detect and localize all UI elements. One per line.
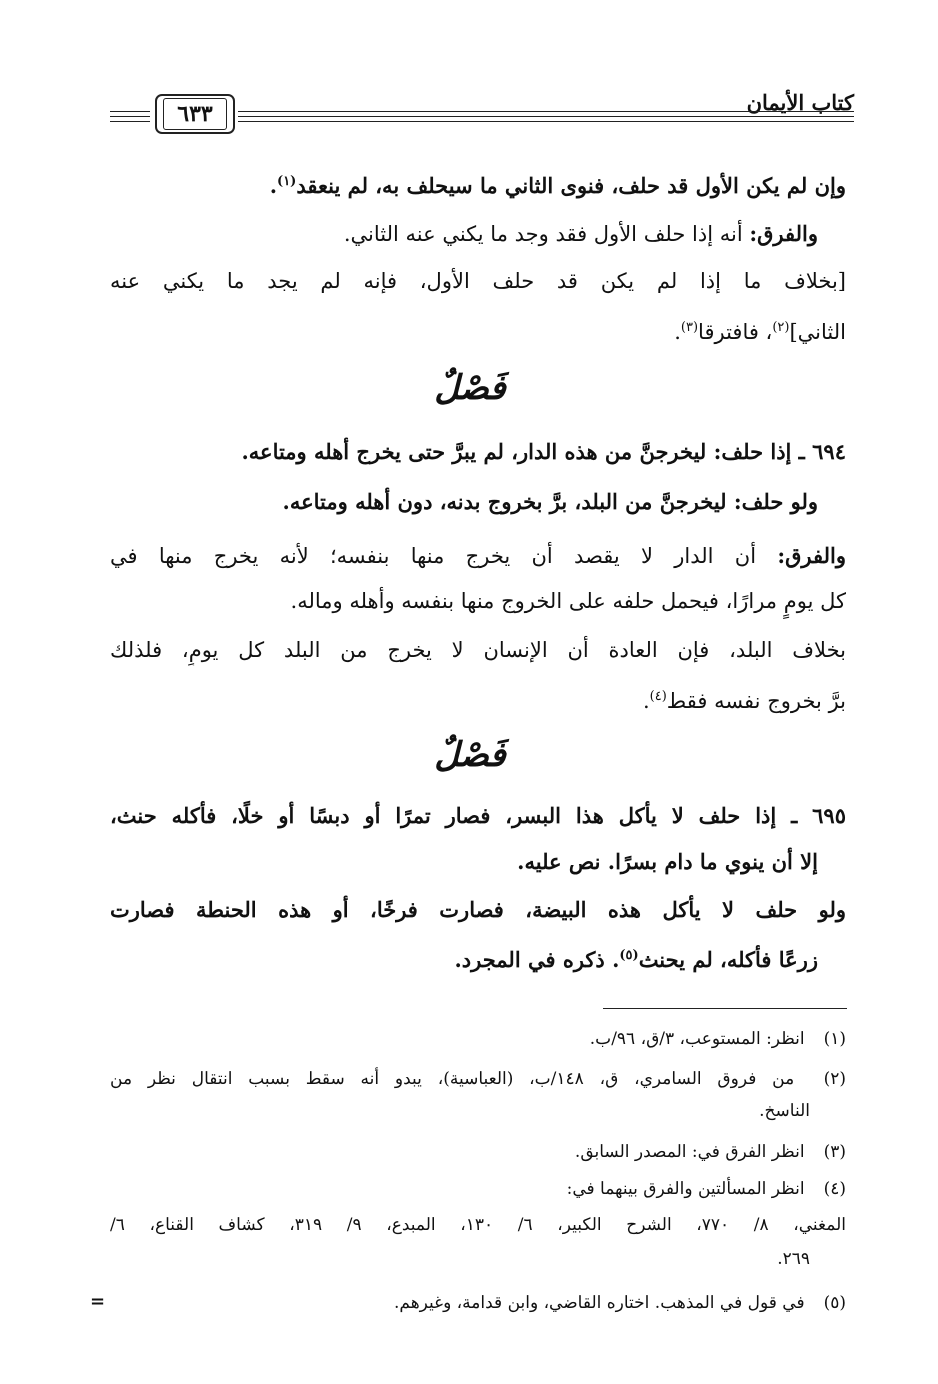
header-rule: [238, 116, 854, 117]
footnote-separator: [603, 1008, 847, 1009]
header-rule: [110, 121, 150, 122]
header-rule: [238, 121, 854, 122]
term-label: والفرق:: [749, 221, 818, 246]
text-line: زرعًا فأكله، لم يحنث$^{(٥)}$. ذكره في المجرد.: [454, 947, 818, 972]
text-line: ولو حلف: ليخرجنَّ من البلد، برَّ بخروج بدنه، دون أهله ومتاعه.: [282, 489, 818, 514]
section-heading: فَصْلٌ: [434, 368, 506, 408]
page-number: ٦٣٣: [177, 101, 213, 127]
footnote: (٣) انظر الفرق في: المصدر السابق.: [574, 1142, 846, 1162]
text-line: برَّ بخروج نفسه فقط$^{(٤)}$.: [642, 689, 846, 713]
footnote-continued: ٢٦٩.: [777, 1249, 810, 1269]
text-line: ولو حلف لا يأكل هذه البيضة، فصارت فرخًا، أو هذه الحنطة فصارت: [110, 897, 846, 922]
text-line: والفرق: أنه إذا حلف الأول فقد وجد ما يكني عنه الثاني.: [343, 221, 818, 246]
header-rule: [110, 111, 150, 112]
footnote-ref: (٤): [649, 689, 667, 704]
footnote: (٢) من فروق السامري، ق، ١٤٨/ب، (العباسية)، يبدو أنه سقط بسبب انتقال نظر من: [110, 1069, 846, 1089]
footnote: (٥) في قول في المذهب. اختاره القاضي، وابن قدامة، وغيرهم.: [393, 1293, 846, 1313]
footnote-continued: الناسخ.: [759, 1101, 810, 1121]
footnote-ref: (٢): [772, 320, 790, 335]
text-line: ٦٩٤ ـ إذا حلف: ليخرجنَّ من هذه الدار، لم يبرَّ حتى يخرج أهله ومتاعه.: [241, 439, 846, 464]
text-line: إلا أن ينوي ما دام بسرًا. نص عليه.: [517, 849, 818, 874]
term-label: والفرق:: [777, 543, 846, 568]
text-line: والفرق: أن الدار لا يقصد أن يخرج منها بنفسه؛ لأنه يخرج منها في: [110, 543, 846, 568]
header-rule: [238, 111, 854, 112]
page-header: [110, 88, 854, 138]
footnote-ref: (١): [277, 174, 297, 189]
text-line: وإن لم يكن الأول قد حلف، فنوى الثاني ما سيحلف به، لم ينعقد$^{(١)}$.: [269, 173, 846, 198]
header-rule: [110, 116, 150, 117]
text-line: كل يومٍ مرارًا، فيحمل حلفه على الخروج منها بنفسه وأهله وماله.: [290, 589, 846, 613]
book-title: كتاب الأيمان: [746, 90, 854, 115]
text-line: بخلاف البلد، فإن العادة أن الإنسان لا يخرج من البلد كل يومٍ، فلذلك: [110, 638, 846, 662]
text-line: [بخلاف ما إذا لم يكن قد حلف الأول، فإنه لم يجد ما يكني عنه: [110, 269, 846, 293]
footnote-continued: المغني، ٨/ ٧٧٠، الشرح الكبير، ٦/ ١٣٠، المبدع، ٩/ ٣١٩، كشاف القناع، ٦/: [110, 1215, 846, 1235]
section-heading: فَصْلٌ: [434, 735, 506, 775]
footnote: (٤) انظر المسألتين والفرق بينهما في:: [566, 1179, 846, 1199]
footnote-ref: (٣): [680, 320, 699, 335]
continuation-mark: =: [90, 1291, 106, 1312]
page-number-frame: [155, 94, 235, 134]
footnote: (١) انظر: المستوعب، ٣/ق، ٩٦/ب.: [589, 1029, 846, 1049]
text-line: الثاني]$^{(٢)}$، فافترقا$^{(٣)}$.: [674, 320, 846, 344]
footnote-ref: (٥): [619, 948, 639, 963]
text-line: ٦٩٥ ـ إذا حلف لا يأكل هذا البسر، فصار تمرًا أو دبسًا أو خلًا، فأكله حنث،: [110, 803, 846, 828]
